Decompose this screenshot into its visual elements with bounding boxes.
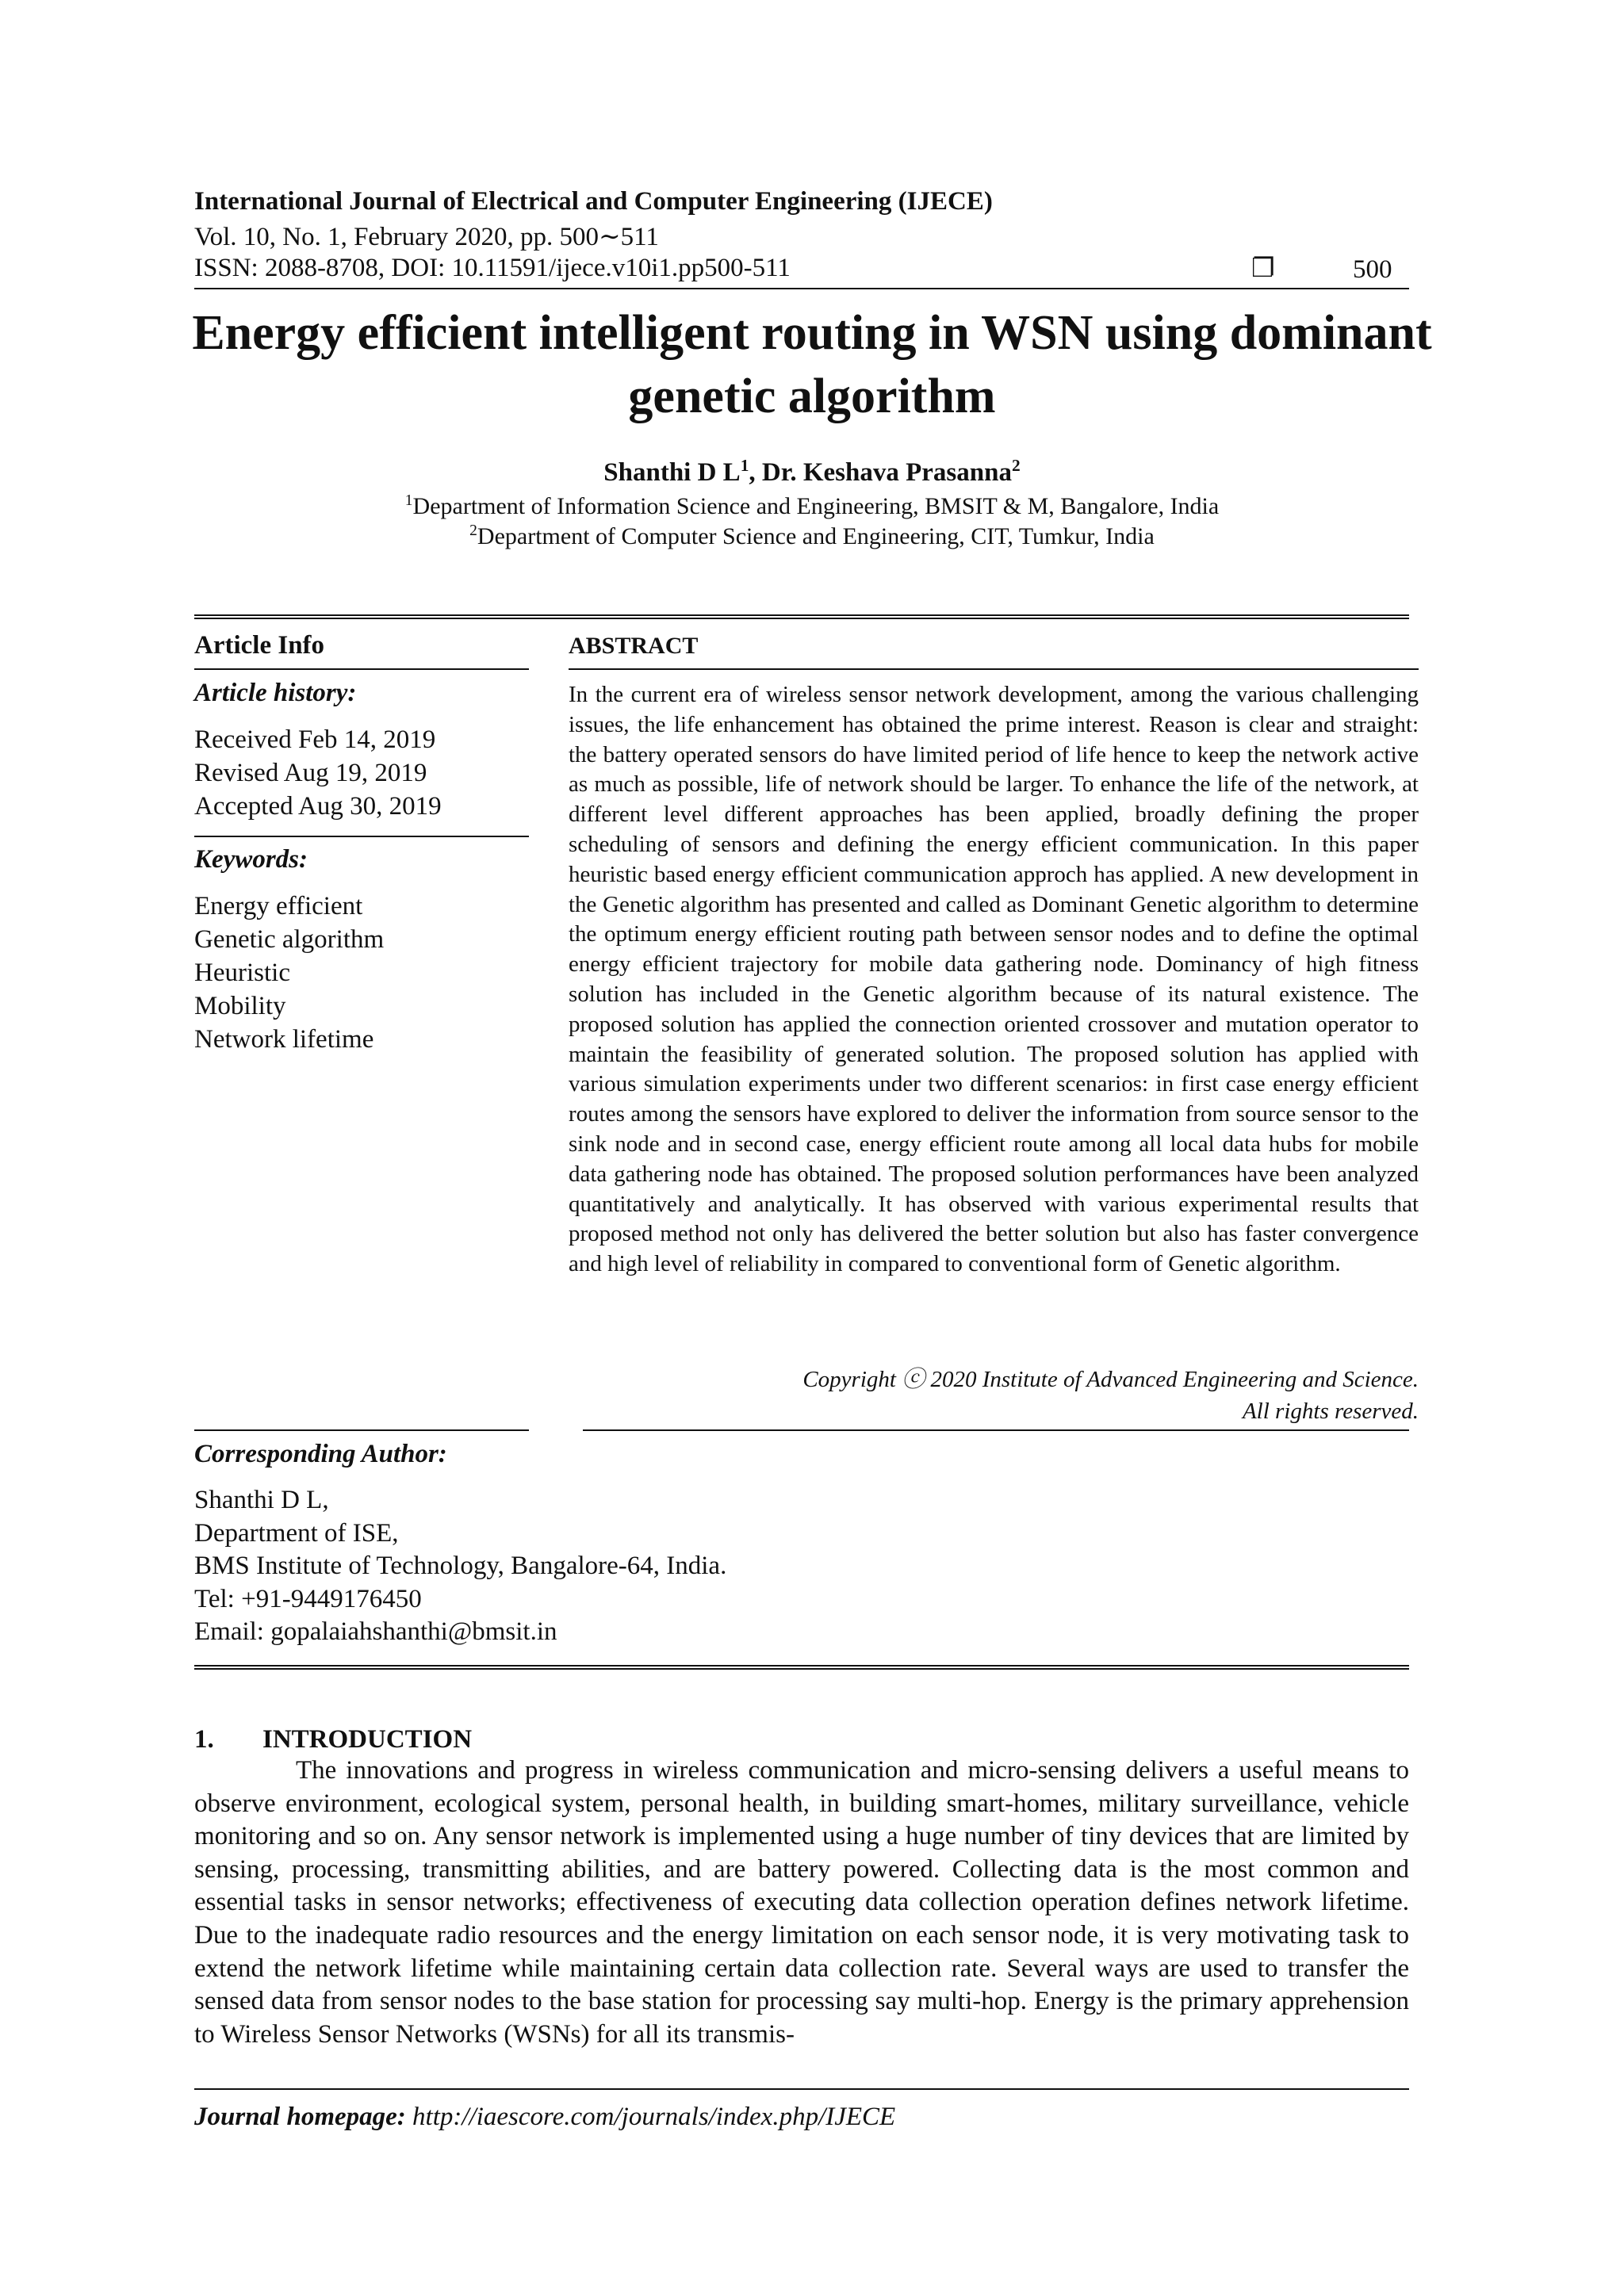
introduction-text: The innovations and progress in wireless communication and micro-sensing delivers a useful means to observe environment, ecological system, personal health, in building smart-homes, military surveillance, vehicle monitoring and so on. Any sensor network is implemented using a huge number of tiny devices that are limited by sensing, processing, transmitting abilities, and are battery powered. Collecting data is the most common and essential tasks in sensor networks; effectiveness of executing data collection operation defines network lifetime. Due to the inadequate radio resources and the energy limitation on each sensor node, it is very motivating task to extend the network lifetime while maintaining certain data collection rate. Several ways are used to transfer the sensed data from sensor nodes to the base station for processing say multi-hop. Energy is the primary apprehension to Wireless Sensor Networks (WSNs) for all its transmis- (194, 1756, 1409, 2049)
introduction-heading (194, 1725, 472, 1755)
author-1-affiliation-mark: 1 (740, 456, 749, 475)
paper-title (159, 301, 1465, 428)
title-line-2: genetic algorithm (628, 369, 996, 423)
header-rule (194, 288, 1409, 289)
affiliation-1-mark: 1 (404, 492, 413, 509)
volume-line: Vol. 10, No. 1, February 2020, pp. 500∼511 (194, 223, 659, 251)
corresponding-right-rule (583, 1429, 1409, 1431)
keyword-item: Energy efficient (194, 892, 363, 920)
author-1: Shanthi D L (603, 458, 741, 487)
corresponding-email: Email: gopalaiahshanthi@bmsit.in (194, 1617, 557, 1646)
corresponding-left-rule (194, 1429, 529, 1431)
corresponding-author-heading: Corresponding Author: (194, 1440, 447, 1468)
affiliation-2 (159, 523, 1465, 550)
journal-name: International Journal of Electrical and Computer Engineering (IJECE) (194, 187, 993, 216)
author-2: Dr. Keshava Prasanna (761, 458, 1012, 487)
keyword-item: Mobility (194, 992, 286, 1020)
corresponding-author-details (194, 1484, 726, 1649)
author-list (159, 458, 1465, 488)
page-number: 500 (1353, 255, 1392, 284)
affiliation-2-text: Department of Computer Science and Engineering, CIT, Tumkur, India (477, 523, 1155, 549)
abstract-heading: ABSTRACT (569, 633, 699, 659)
copyright-line: Copyright ⓒ 2020 Institute of Advanced Engineering and Science. (802, 1367, 1419, 1392)
abstract-text: In the current era of wireless sensor network development, among the various challenging issues, the life enhancement has obtained the prime interest. Reason is clear and straight: the battery operated sensors do have limited period of life hence to keep the network active as much as possible, life of network should be larger. To enhance the life of the network, at different level different approaches has been applied, broadly defining the proper scheduling of sensors and defining the energy efficient communication. In this paper heuristic based energy efficient communication approch has applied. A new development in the Genetic algorithm has presented and called as Dominant Genetic algorithm to determine the optimum energy efficient routing path between sensor nodes and to define the optimal energy efficient trajectory for mobile data gathering node. Dominancy of high fitness solution has included in the Genetic algorithm because of its natural existence. The proposed solution has applied the connection oriented crossover and mutation operator to maintain the feasibility of generated solution. The proposed solution has applied with various simulation experiments under two different scenarios: in first case energy efficient routes among the sensors have explored to deliver the information from source sensor to the sink node and in second case, energy efficient route among all local data hubs for mobile data gathering node has obtained. The proposed solution performances have been analyzed quantitatively and analytically. It has observed with various experimental results that proposed method not only has delivered the better solution but also has faster convergence and high level of reliability in compared to conventional form of Genetic algorithm. (569, 682, 1419, 1277)
corresponding-phone: Tel: +91-9449176450 (194, 1584, 422, 1613)
homepage-label: Journal homepage: (194, 2103, 406, 2131)
corresponding-department: Department of ISE, (194, 1518, 399, 1548)
bottom-double-rule (194, 1665, 1409, 1670)
author-2-affiliation-mark: 2 (1012, 456, 1021, 475)
history-accepted: Accepted Aug 30, 2019 (194, 792, 442, 821)
section-title: INTRODUCTION (262, 1725, 473, 1754)
section-number: 1. (194, 1725, 214, 1754)
article-info-rule (194, 668, 529, 670)
history-revised: Revised Aug 19, 2019 (194, 759, 427, 787)
author-separator: , (749, 458, 762, 487)
title-line-1: Energy efficient intelligent routing in WSN using dominant (192, 306, 1432, 360)
top-double-rule (194, 614, 1409, 619)
affiliation-1-text: Department of Information Science and Engineering, BMSIT & M, Bangalore, India (412, 493, 1220, 519)
keywords-rule (194, 836, 529, 837)
homepage-link[interactable]: http://iaescore.com/journals/index.php/IJECE (412, 2103, 896, 2131)
footer-rule (194, 2088, 1409, 2090)
keyword-item: Heuristic (194, 959, 290, 987)
affiliation-2-mark: 2 (469, 522, 477, 539)
journal-homepage (194, 2103, 895, 2132)
keywords-heading: Keywords: (194, 845, 308, 874)
box-icon: ❐ (1251, 254, 1275, 283)
keyword-item: Genetic algorithm (194, 925, 385, 954)
corresponding-institute: BMS Institute of Technology, Bangalore-64, India. (194, 1552, 727, 1580)
abstract-rule (569, 668, 1419, 670)
article-info-heading: Article Info (194, 631, 325, 660)
article-history-list (194, 723, 442, 823)
keyword-list (194, 890, 384, 1056)
rights-line: All rights reserved. (1242, 1399, 1419, 1424)
issn-doi-line: ISSN: 2088-8708, DOI: 10.11591/ijece.v10i1.pp500-511 (194, 254, 791, 282)
keyword-item: Network lifetime (194, 1025, 374, 1054)
corresponding-name: Shanthi D L, (194, 1486, 329, 1514)
history-received: Received Feb 14, 2019 (194, 725, 436, 754)
affiliation-1 (159, 493, 1465, 520)
copyright-notice (569, 1364, 1419, 1427)
article-history-heading: Article history: (194, 679, 357, 707)
